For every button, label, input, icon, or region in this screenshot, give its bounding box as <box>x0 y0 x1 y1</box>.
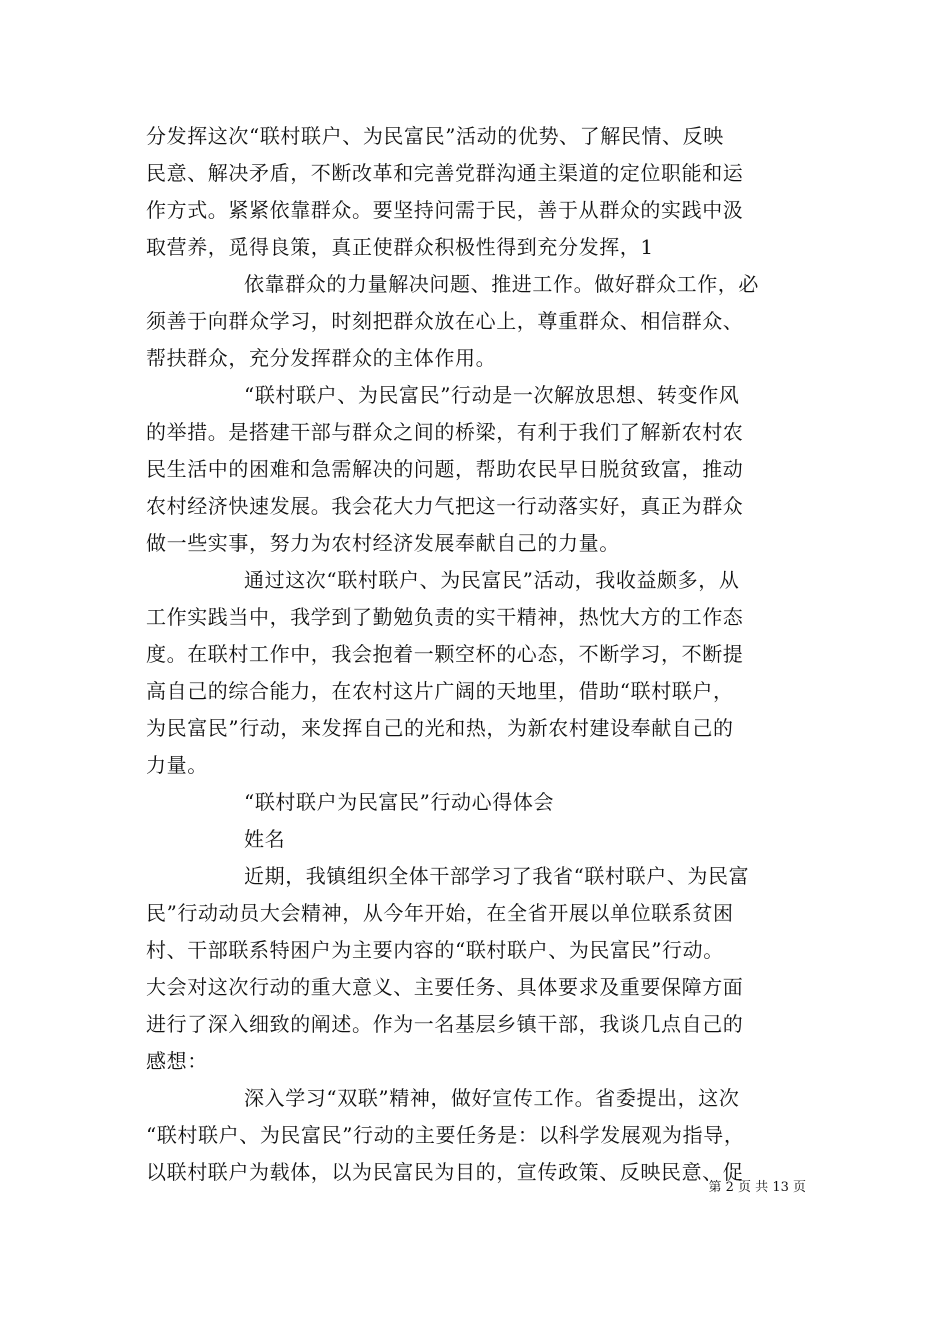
text-line: 村、干部联系特困户为主要内容的“联村联户、为民富民”行动。 <box>146 938 724 962</box>
text-line: 民”行动动员大会精神，从今年开始，在全省开展以单位联系贫困 <box>146 901 734 925</box>
paragraph-start: 依靠群众的力量解决问题、推进工作。做好群众工作，必 <box>244 272 759 296</box>
text-line: 农村经济快速发展。我会花大力气把这一行动落实好，真正为群众 <box>146 494 744 518</box>
text-line: 民生活中的困难和急需解决的问题，帮助农民早日脱贫致富，推动 <box>146 457 744 481</box>
text-line: 分发挥这次“联村联户、为民富民”活动的优势、了解民情、反映 <box>146 124 724 148</box>
text-line: 帮扶群众，充分发挥群众的主体作用。 <box>146 346 497 370</box>
author-name: 姓名 <box>244 827 286 851</box>
article-title: “联村联户为民富民”行动心得体会 <box>244 790 555 814</box>
text-line: 须善于向群众学习，时刻把群众放在心上，尊重群众、相信群众、 <box>146 309 744 333</box>
text-line: 作方式。紧紧依靠群众。要坚持问需于民，善于从群众的实践中汲 <box>146 198 744 222</box>
text-line: “联村联户、为民富民”行动的主要任务是：以科学发展观为指导， <box>146 1123 745 1147</box>
text-line: 以联村联户为载体，以为民富民为目的，宣传政策、反映民意、促 <box>146 1160 744 1184</box>
document-page <box>146 118 810 1191</box>
paragraph-start: 通过这次“联村联户、为民富民”活动，我收益颇多，从 <box>244 568 740 592</box>
text-line: 的举措。是搭建干部与群众之间的桥梁，有利于我们了解新农村农 <box>146 420 744 444</box>
text-line: 力量。 <box>146 753 208 777</box>
page-number-footer: 第 2 页 共 13 页 <box>708 1180 806 1195</box>
text-line: 工作实践当中，我学到了勤勉负责的实干精神，热忱大方的工作态 <box>146 605 744 629</box>
paragraph-start: “联村联户、为民富民”行动是一次解放思想、转变作风 <box>244 383 740 407</box>
text-line: 民意、解决矛盾，不断改革和完善党群沟通主渠道的定位职能和运 <box>146 161 744 185</box>
text-line: 为民富民”行动，来发挥自己的光和热，为新农村建设奉献自己的 <box>146 716 734 740</box>
text-line: 高自己的综合能力，在农村这片广阔的天地里，借助“联村联户， <box>146 679 734 703</box>
paragraph-start: 深入学习“双联”精神，做好宣传工作。省委提出，这次 <box>244 1086 740 1110</box>
text-line: 大会对这次行动的重大意义、主要任务、具体要求及重要保障方面 <box>146 975 744 999</box>
text-line: 进行了深入细致的阐述。作为一名基层乡镇干部，我谈几点自己的 <box>146 1012 744 1036</box>
text-line: 取营养，觅得良策，真正使群众积极性得到充分发挥，1 <box>146 235 654 259</box>
text-line: 度。在联村工作中，我会抱着一颗空杯的心态，不断学习，不断提 <box>146 642 744 666</box>
text-line: 做一些实事，努力为农村经济发展奉献自己的力量。 <box>146 531 620 555</box>
text-line: 感想： <box>146 1049 208 1073</box>
paragraph-start: 近期，我镇组织全体干部学习了我省“联村联户、为民富 <box>244 864 750 888</box>
